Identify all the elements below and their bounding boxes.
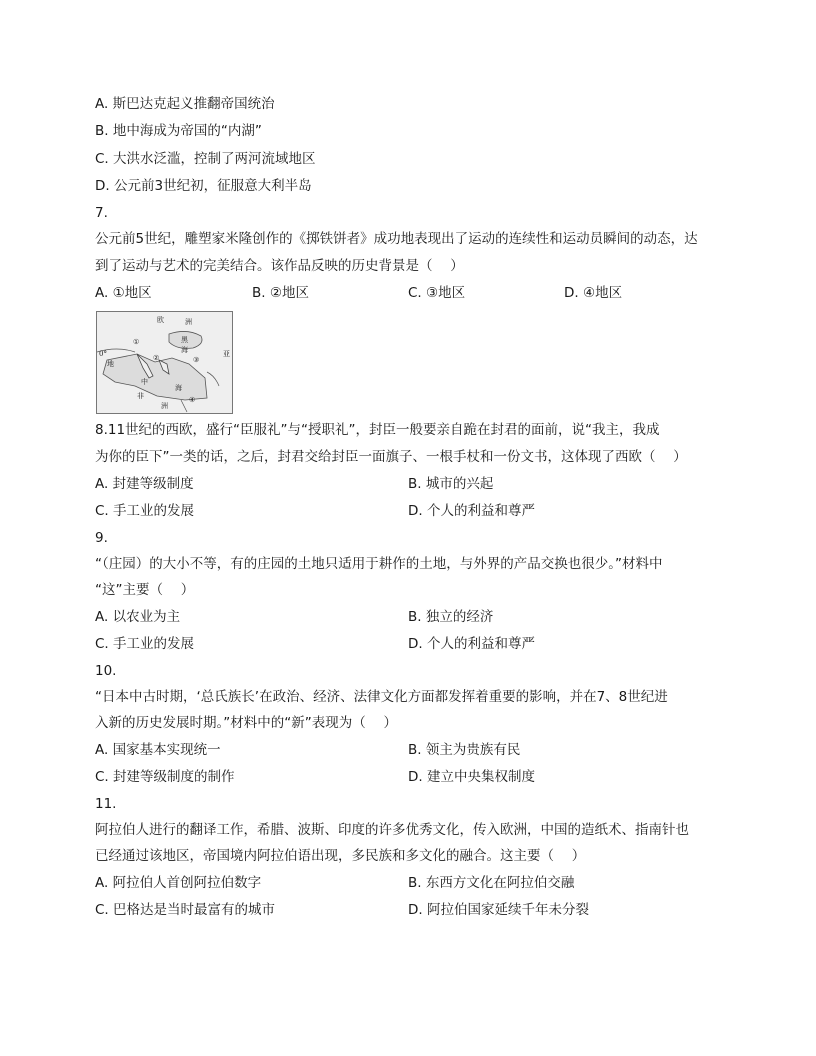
q9-option-a: A. 以农业为主	[95, 609, 181, 625]
q10-option-a: A. 国家基本实现统一	[95, 742, 221, 758]
q6-option-d: D. 公元前3世纪初，征服意大利半岛	[95, 178, 312, 194]
q11-stem-line2: 已经通过该地区，帝国境内阿拉伯语出现，多民族和多文化的融合。这主要（ ）	[95, 848, 586, 864]
map-marker-4: ④	[189, 396, 196, 404]
mediterranean-map	[96, 311, 233, 414]
map-marker-1: ①	[133, 338, 140, 346]
q8-stem-line1: 8.11世纪的西欧，盛行“臣服礼”与“授职礼”，封臣一般要亲自跪在封君的面前，说“我主，我成	[95, 422, 660, 438]
q7-option-a: A. ①地区	[95, 285, 152, 301]
q7-option-b: B. ②地区	[252, 285, 309, 301]
q11-option-c: C. 巴格达是当时最富有的城市	[95, 902, 276, 918]
q9-option-c: C. 手工业的发展	[95, 636, 195, 652]
q8-option-c: C. 手工业的发展	[95, 503, 195, 519]
q9-number: 9.	[95, 530, 108, 546]
map-label-africa-1: 非	[137, 392, 144, 400]
map-label-med-3: 海	[175, 384, 182, 392]
q11-option-a: A. 阿拉伯人首创阿拉伯数字	[95, 875, 262, 891]
q10-number: 10.	[95, 663, 117, 679]
q10-stem-line1: “日本中古时期，‘总氏族长’在政治、经济、法律文化方面都发挥着重要的影响，并在7、8世纪进	[95, 689, 668, 705]
q10-option-c: C. 封建等级制度的制作	[95, 769, 235, 785]
q11-option-b: B. 东西方文化在阿拉伯交融	[408, 875, 575, 891]
map-marker-2: ②	[153, 354, 160, 362]
map-label-med-1: 地	[107, 360, 114, 368]
q10-option-b: B. 领主为贵族有民	[408, 742, 521, 758]
q8-option-d: D. 个人的利益和尊严	[408, 503, 535, 519]
q7-option-d: D. ④地区	[564, 285, 623, 301]
q11-number: 11.	[95, 796, 117, 812]
q9-option-d: D. 个人的利益和尊严	[408, 636, 535, 652]
q7-stem-line1: 公元前5世纪，雕塑家米隆创作的《掷铁饼者》成功地表现出了运动的连续性和运动员瞬间的动态，达	[95, 231, 698, 247]
map-drawing	[97, 312, 232, 413]
q10-option-d: D. 建立中央集权制度	[408, 769, 535, 785]
q7-stem-line2: 到了运动与艺术的完美结合。该作品反映的历史背景是（ ）	[95, 258, 464, 274]
map-label-europe-2: 洲	[185, 318, 192, 326]
map-label-black-sea-1: 黑	[181, 336, 188, 344]
map-label-asia: 亚	[223, 350, 230, 358]
map-marker-3: ③	[193, 356, 200, 364]
q8-stem-line2: 为你的臣下”一类的话，之后，封君交给封臣一面旗子、一根手杖和一份文书，这体现了西欧（ ）	[95, 449, 687, 465]
q11-stem-line1: 阿拉伯人进行的翻译工作，希腊、波斯、印度的许多优秀文化，传入欧洲，中国的造纸术、指南针也	[95, 822, 689, 838]
q8-option-a: A. 封建等级制度	[95, 476, 194, 492]
q6-option-b: B. 地中海成为帝国的“内湖”	[95, 123, 262, 139]
q10-stem-line2: 入新的历史发展时期。”材料中的“新”表现为（ ）	[95, 715, 398, 731]
q8-option-b: B. 城市的兴起	[408, 476, 494, 492]
map-label-deg: 0°	[99, 350, 107, 358]
map-label-europe-1: 欧	[157, 316, 164, 324]
q7-number: 7.	[95, 205, 108, 221]
map-label-black-sea-2: 海	[181, 346, 188, 354]
q7-option-c: C. ③地区	[408, 285, 466, 301]
q11-option-d: D. 阿拉伯国家延续千年未分裂	[408, 902, 589, 918]
q9-option-b: B. 独立的经济	[408, 609, 494, 625]
q9-stem-line2: “这”主要（ ）	[95, 582, 195, 598]
map-label-africa-2: 洲	[161, 402, 168, 410]
q9-stem-line1: “（庄园）的大小不等，有的庄园的土地只适用于耕作的土地，与外界的产品交换也很少。”材料中	[95, 556, 663, 572]
map-label-med-2: 中	[141, 378, 148, 386]
q6-option-a: A. 斯巴达克起义推翻帝国统治	[95, 96, 275, 112]
q6-option-c: C. 大洪水泛滥，控制了两河流域地区	[95, 151, 316, 167]
